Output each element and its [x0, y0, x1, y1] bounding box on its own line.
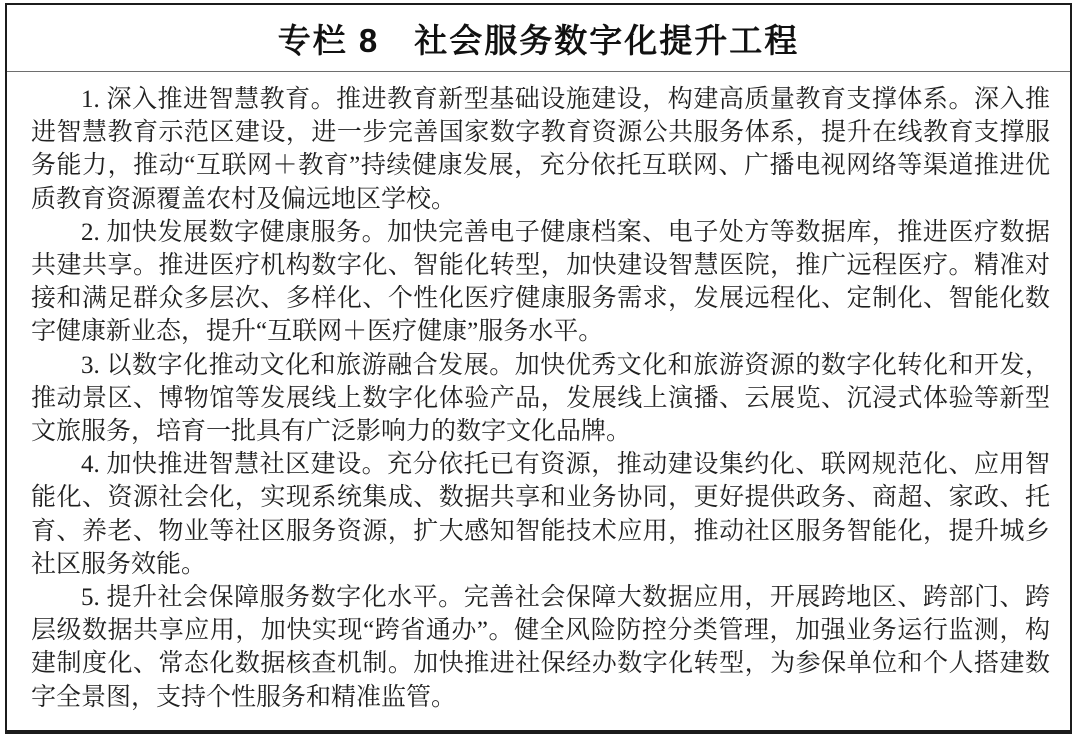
- box-body: [7, 72, 1070, 730]
- box-title: 专栏 8 社会服务数字化提升工程: [7, 5, 1070, 72]
- paragraph-digital-health: 2. 加快发展数字健康服务。加快完善电子健康档案、电子处方等数据库，推进医疗数据共建共享。推进医疗机构数字化、智能化转型，加快建设智慧医院，推广远程医疗。精准对接和满足群众多层次、多样化、个性化医疗健康服务需求，发展远程化、定制化、智能化数字健康新业态，提升“互联网＋医疗健康”服务水平。: [31, 218, 1050, 346]
- paragraph-smart-community: 4. 加快推进智慧社区建设。充分依托已有资源，推动建设集约化、联网规范化、应用智能化、资源社会化，实现系统集成、数据共享和业务协同，更好提供政务、商超、家政、托育、养老、物业等社区服务资源，扩大感知智能技术应用，推动社区服务智能化，提升城乡社区服务效能。: [31, 451, 1050, 578]
- paragraph-social-security: 5. 提升社会保障服务数字化水平。完善社会保障大数据应用，开展跨地区、跨部门、跨层级数据共享应用，加快实现“跨省通办”。健全风险防控分类管理，加强业务运行监测，构建制度化、常态化数据核查机制。加快推进社保经办数字化转型，为参保单位和个人搭建数字全景图，支持个性服务和精准监管。: [31, 584, 1050, 711]
- column-box: [5, 3, 1072, 734]
- paragraph-culture-tourism: 3. 以数字化推动文化和旅游融合发展。加快优秀文化和旅游资源的数字化转化和开发，推动景区、博物馆等发展线上数字化体验产品，发展线上演播、云展览、沉浸式体验等新型文旅服务，培育一批具有广泛影响力的数字文化品牌。: [31, 351, 1050, 446]
- paragraph-smart-education: 1. 深入推进智慧教育。推进教育新型基础设施建设，构建高质量教育支撑体系。深入推进智慧教育示范区建设，进一步完善国家数字教育资源公共服务体系，提升在线教育支撑服务能力，推动“互联网＋教育”持续健康发展，充分依托互联网、广播电视网络等渠道推进优质教育资源覆盖农村及偏远地区学校。: [31, 86, 1050, 213]
